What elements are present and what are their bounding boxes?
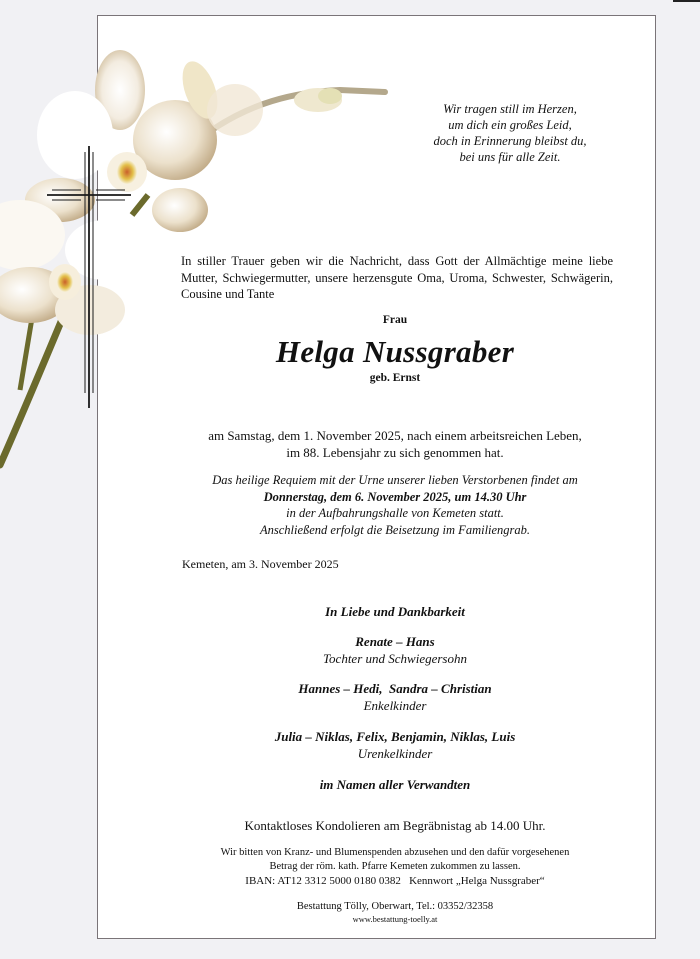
death-line: am Samstag, dem 1. November 2025, nach einem arbeitsreichen Leben, <box>208 428 582 443</box>
funeral-home <box>170 900 620 926</box>
requiem-line: in der Aufbahrungshalle von Kemeten statt. <box>286 506 504 520</box>
funeral-home-url[interactable]: www.bestattung-toelly.at <box>352 914 438 924</box>
donation-request <box>170 846 620 888</box>
mourners-heading: In Liebe und Dankbarkeit <box>325 604 465 619</box>
mourner-names: Hannes – Hedi, Sandra – Christian <box>298 681 492 696</box>
orchid-cross-decoration <box>0 0 420 480</box>
mourners-closing: im Namen aller Verwandten <box>319 777 471 792</box>
mourner-names: Renate – Hans <box>355 634 435 649</box>
poem-line: um dich ein großes Leid, <box>448 118 572 132</box>
iban-info: IBAN: AT12 3312 5000 0180 0382 Kennwort „Helga Nussgraber“ <box>245 875 545 887</box>
mourner-names: Julia – Niklas, Felix, Benjamin, Niklas, Luis <box>274 729 516 744</box>
scan-mark <box>673 0 700 2</box>
poem-line: bei uns für alle Zeit. <box>459 150 561 164</box>
death-notice <box>170 427 620 461</box>
requiem-line: Das heilige Requiem mit der Urne unserer lieben Verstorbenen findet am <box>212 473 578 487</box>
donation-line: Wir bitten von Kranz- und Blumenspenden abzusehen und den dafür vorgesehenen <box>220 847 570 858</box>
requiem-line: Anschließend erfolgt die Beisetzung im Familiengrab. <box>259 522 531 537</box>
announcement-intro <box>181 253 613 303</box>
poem-line: Wir tragen still im Herzen, <box>443 102 577 116</box>
condolence-note: Kontaktloses Kondolieren am Begräbnistag ab 14.00 Uhr. <box>244 818 546 833</box>
place-date: Kemeten, am 3. November 2025 <box>182 557 339 571</box>
intro-line: Cousine und Tante <box>181 287 275 301</box>
mourner-relation: Urenkelkinder <box>357 746 433 761</box>
death-line: im 88. Lebensjahr zu sich genommen hat. <box>286 445 504 460</box>
deceased-name: Helga Nussgraber <box>275 334 515 369</box>
memorial-poem <box>410 101 610 165</box>
intro-line: In stiller Trauer geben wir die Nachricht, dass Gott der Allmächtige meine liebe <box>181 254 613 268</box>
birth-name: geb. Ernst <box>369 372 421 384</box>
mourner-group <box>170 633 620 667</box>
mourner-relation: Tochter und Schwiegersohn <box>323 651 467 666</box>
funeral-home-contact: Bestattung Tölly, Oberwart, Tel.: 03352/32358 <box>296 901 494 912</box>
mourner-group <box>170 728 620 762</box>
mourner-group <box>170 680 620 714</box>
salutation: Frau <box>382 314 408 326</box>
requiem-date: Donnerstag, dem 6. November 2025, um 14.30 Uhr <box>263 489 527 504</box>
intro-line: Mutter, Schwiegermutter, unsere herzensgute Oma, Uroma, Schwester, Schwägerin, <box>181 270 613 285</box>
donation-line: Betrag der röm. kath. Pfarre Kemeten zukommen zu lassen. <box>269 861 521 872</box>
mourner-relation: Enkelkinder <box>363 698 427 713</box>
poem-line: doch in Erinnerung bleibst du, <box>433 134 587 148</box>
requiem-info <box>170 472 620 538</box>
